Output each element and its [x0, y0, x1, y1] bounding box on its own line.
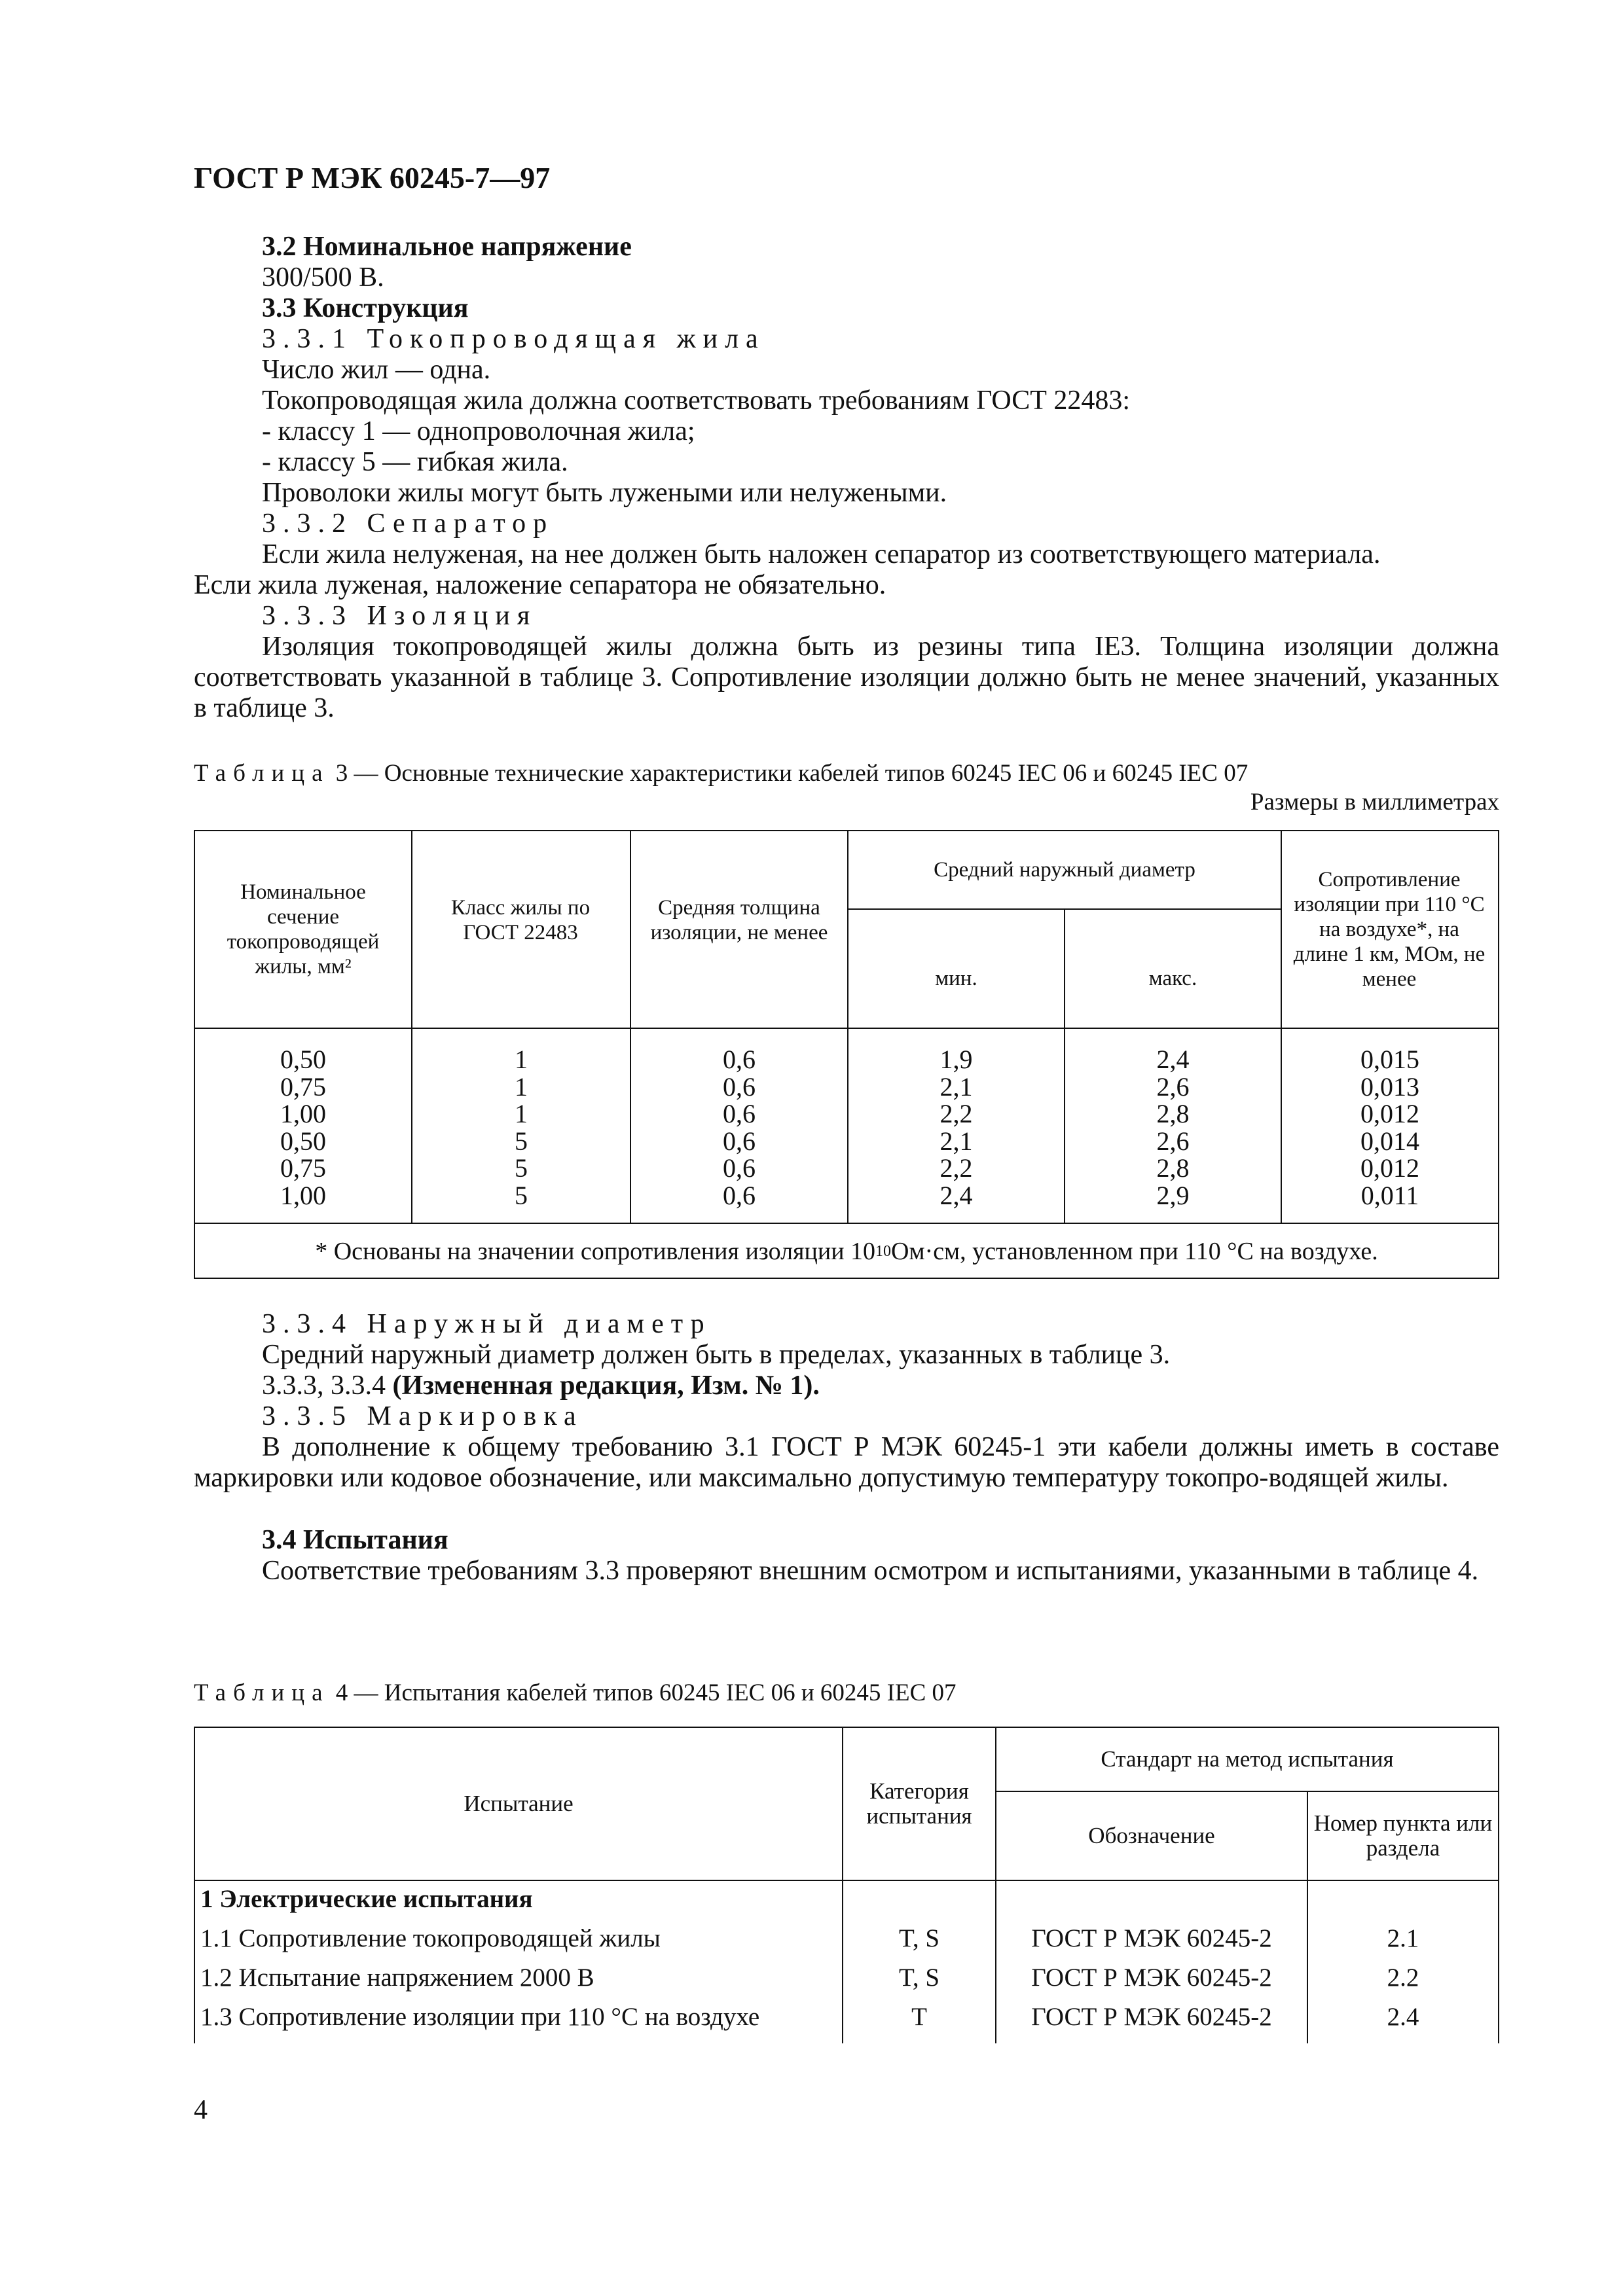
table-3-column-thickness [631, 1046, 847, 1209]
table-4-designation: ГОСТ Р МЭК 60245-2 [1031, 2003, 1272, 2031]
table-cell: 1 [515, 1071, 528, 1102]
conductor-class-1: - классу 1 — однопроволочная жила; [262, 416, 695, 446]
section-3-3-5-heading: 3.3.5 Маркировка [262, 1401, 583, 1431]
separator-text-2: Если жила луженая, наложение сепаратора не обязательно. [194, 570, 886, 600]
table-4-clause: 2.2 [1387, 1964, 1419, 1992]
table-4-caption-text: 4 — Испытания кабелей типов 60245 IEC 06 и 60245 IEC 07 [335, 1679, 957, 1706]
table-4-test-name: 1.1 Сопротивление токопроводящей жилы [200, 1924, 661, 1952]
table-cell: 0,6 [723, 1045, 756, 1074]
table-cell: 0,013 [1360, 1071, 1419, 1102]
table-cell: 5 [515, 1153, 528, 1183]
conductor-count: Число жил — одна. [262, 355, 491, 385]
table-3-column-resistance [1282, 1046, 1498, 1209]
table-cell: 0,012 [1360, 1153, 1419, 1183]
table-4-group-electrical: 1 Электрические испытания [200, 1885, 533, 1913]
table-cell: 1,9 [939, 1045, 973, 1074]
table-cell: 1,00 [280, 1099, 326, 1128]
table-3-footnote [195, 1224, 1498, 1279]
table-cell: 2,6 [1156, 1071, 1190, 1102]
table-3-footnote-text: * Основаны на значении сопротивления изоляции 10 [315, 1238, 876, 1265]
table-4-test-name: 1.3 Сопротивление изоляции при 110 °С на воздухе [200, 2003, 760, 2031]
table-cell: 2,2 [939, 1153, 973, 1183]
section-3-3-2-heading: 3.3.2 Сепаратор [262, 509, 555, 539]
table-4-clause: 2.4 [1387, 2003, 1419, 2031]
conductor-class-5: - классу 5 — гибкая жила. [262, 447, 568, 477]
table-cell: 0,6 [723, 1071, 756, 1102]
table-3-header-section: Номинальное сечение токопроводящей жилы, мм² [227, 880, 380, 978]
marking-text: В дополнение к общему требованию 3.1 ГОСТ Р МЭК 60245-1 эти кабели должны иметь в составе маркировки или кодовое обозначение, или максимально допустимую температуру токопро-водящей жилы. [194, 1432, 1499, 1493]
section-3-3-1-heading: 3.3.1 Токопроводящая жила [262, 324, 765, 354]
section-3-3-heading: 3.3 Конструкция [262, 293, 469, 323]
table-cell: 2,2 [939, 1099, 973, 1128]
table-3-caption-label: Таблица [194, 760, 330, 787]
table-4-header-standard: Стандарт на метод испытания [1101, 1746, 1394, 1772]
table-4-header-designation: Обозначение [1088, 1823, 1215, 1848]
document-code: ГОСТ Р МЭК 60245-7—97 [194, 161, 551, 194]
table-3-caption-text: 3 — Основные технические характеристики кабелей типов 60245 IEC 06 и 60245 IEC 07 [335, 760, 1249, 787]
table-cell: 0,011 [1360, 1180, 1419, 1210]
separator-text-1: Если жила нелуженая, на нее должен быть наложен сепаратор из соответствующего материала. [262, 539, 1381, 569]
table-3-column-section [195, 1046, 411, 1209]
table-cell: 2,4 [1156, 1045, 1190, 1074]
table-cell: 0,50 [280, 1126, 326, 1156]
table-3-header-max: макс. [1148, 967, 1197, 990]
table-cell: 2,8 [1156, 1153, 1190, 1183]
table-3-footnote-exponent: 10 [875, 1242, 892, 1260]
table-cell: 2,6 [1156, 1126, 1190, 1156]
insulation-text: Изоляция токопроводящей жилы должна быть из резины типа IE3. Толщина изоляции должна соответствовать указанной в таблице 3. Сопротивление изоляции должно быть не менее значений, указанных в таблице 3. [194, 632, 1499, 723]
table-cell: 0,6 [723, 1126, 756, 1156]
amendment-refs: 3.3.3, 3.3.4 [262, 1371, 386, 1401]
table-3-column-min [848, 1046, 1064, 1209]
tests-text: Соответствие требованиям 3.3 проверяют внешним осмотром и испытаниями, указанными в таблице 4. [262, 1556, 1479, 1586]
table-3-column-class [412, 1046, 630, 1209]
table-cell: 0,75 [280, 1071, 326, 1102]
table-3-column-max [1065, 1046, 1281, 1209]
table-3-header-resistance: Сопротивление изоляции при 110 °С на воздухе*, на длине 1 км, МОм, не менее [1293, 868, 1486, 991]
table-3-header-min: мин. [935, 967, 977, 990]
table-cell: 0,6 [723, 1099, 756, 1128]
table-4-test-name: 1.2 Испытание напряжением 2000 В [200, 1964, 594, 1992]
table-cell: 0,6 [723, 1153, 756, 1183]
table-cell: 2,8 [1156, 1099, 1190, 1128]
table-cell: 1 [515, 1045, 528, 1074]
table-cell: 1,00 [280, 1180, 326, 1210]
table-cell: 0,012 [1360, 1099, 1419, 1128]
table-cell: 0,015 [1360, 1045, 1419, 1074]
table-4-header-clause: Номер пункта или раздела [1313, 1810, 1493, 1861]
table-4-category: T [911, 2003, 927, 2031]
amendment-label: (Измененная редакция, Изм. № 1). [392, 1371, 820, 1401]
table-cell: 1 [515, 1099, 528, 1128]
table-4-caption [194, 1679, 957, 1708]
table-4-designation: ГОСТ Р МЭК 60245-2 [1031, 1924, 1272, 1952]
section-3-4-heading: 3.4 Испытания [262, 1525, 448, 1555]
table-cell: 0,75 [280, 1153, 326, 1183]
section-3-3-4-heading: 3.3.4 Наружный диаметр [262, 1309, 712, 1339]
section-3-3-3-heading: 3.3.3 Изоляция [262, 601, 538, 631]
table-3-units: Размеры в миллиметрах [1250, 789, 1499, 816]
table-cell: 5 [515, 1180, 528, 1210]
table-cell: 0,6 [723, 1180, 756, 1210]
conductor-requirement: Токопроводящая жила должна соответствовать требованиям ГОСТ 22483: [262, 386, 1131, 416]
table-3-header-class: Класс жилы по ГОСТ 22483 [450, 896, 591, 944]
page-number: 4 [194, 2095, 208, 2125]
table-cell: 2,9 [1156, 1180, 1190, 1210]
section-3-2-heading: 3.2 Номинальное напряжение [262, 232, 632, 262]
table-3-caption [194, 759, 1248, 788]
table-cell: 0,014 [1360, 1126, 1419, 1156]
table-4-clause: 2.1 [1387, 1924, 1419, 1952]
table-4-designation: ГОСТ Р МЭК 60245-2 [1031, 1964, 1272, 1992]
table-cell: 2,1 [939, 1071, 973, 1102]
table-4-caption-label: Таблица [194, 1679, 330, 1706]
conductor-tinning: Проволоки жилы могут быть лужеными или нелужеными. [262, 478, 947, 508]
rated-voltage-value: 300/500 В. [262, 262, 384, 293]
table-3-header-diameter: Средний наружный диаметр [934, 858, 1195, 882]
table-3 [194, 830, 1499, 1279]
table-cell: 0,50 [280, 1045, 326, 1074]
table-4-header-test: Испытание [464, 1791, 574, 1816]
table-cell: 5 [515, 1126, 528, 1156]
outer-diameter-text: Средний наружный диаметр должен быть в пределах, указанных в таблице 3. [262, 1340, 1171, 1370]
table-cell: 2,4 [939, 1180, 973, 1210]
amendment-note [262, 1371, 820, 1401]
table-3-footnote-text-end: Ом·см, установленном при 110 °С на воздухе. [891, 1238, 1378, 1265]
table-4-category: T, S [898, 1964, 940, 1992]
table-4-category: T, S [898, 1924, 940, 1952]
table-cell: 2,1 [939, 1126, 973, 1156]
table-3-header-thickness: Средняя толщина изоляции, не менее [650, 896, 828, 944]
table-4-header-category: Категория испытания [866, 1778, 972, 1829]
table-4 [194, 1727, 1499, 2043]
